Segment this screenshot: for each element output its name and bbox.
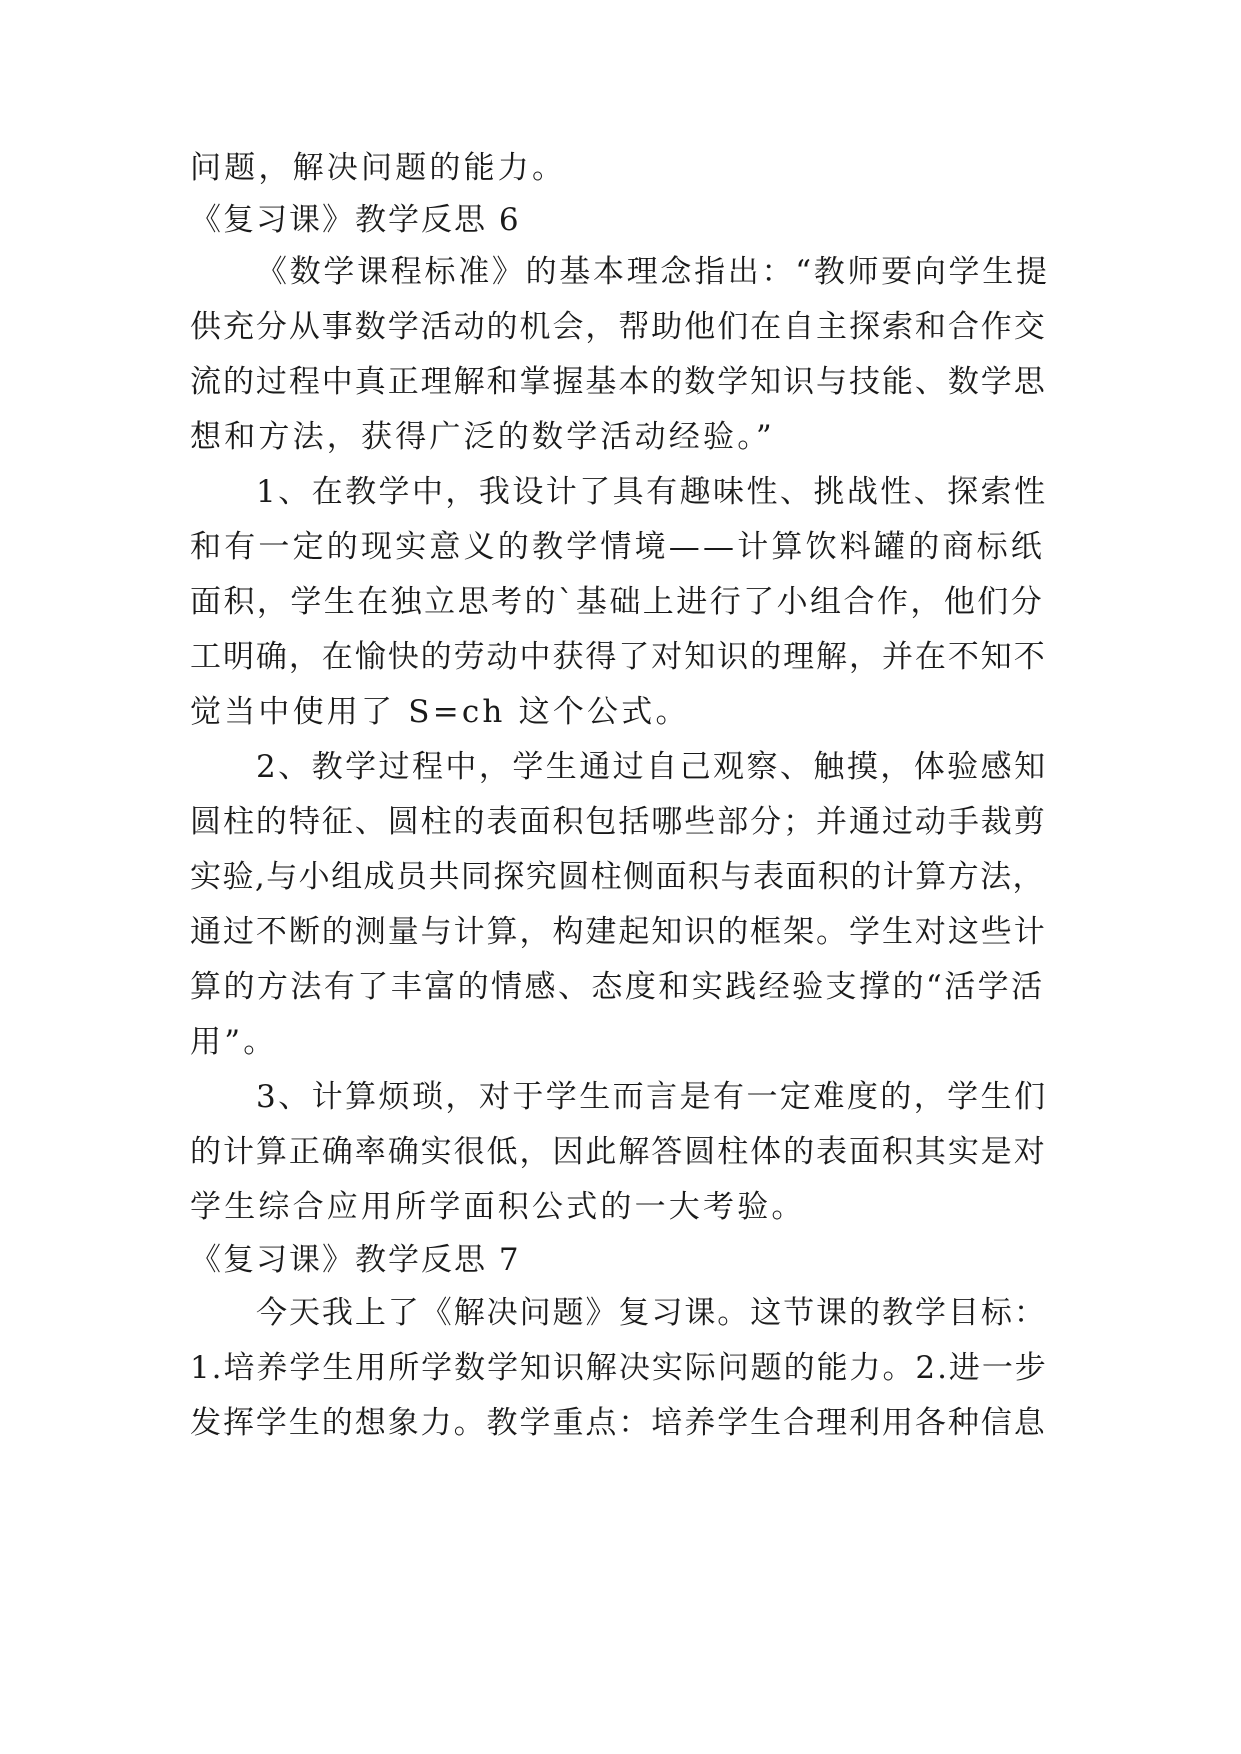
paragraph-line: 发挥学生的想象力。教学重点：培养学生合理利用各种信息: [190, 1405, 1047, 1441]
paragraph-line: 供充分从事数学活动的机会，帮助他们在自主探索和合作交: [190, 309, 1047, 345]
paragraph-line: 用”。: [190, 1024, 278, 1060]
paragraph-line: 圆柱的特征、圆柱的表面积包括哪些部分；并通过动手裁剪: [190, 804, 1047, 840]
paragraph-line: 的计算正确率确实很低，因此解答圆柱体的表面积其实是对: [190, 1134, 1047, 1170]
paragraph-line: 今天我上了《解决问题》复习课。这节课的教学目标：: [256, 1295, 1047, 1331]
paragraph-line: 《数学课程标准》的基本理念指出：“教师要向学生提: [256, 254, 1050, 290]
paragraph-line: 算的方法有了丰富的情感、态度和实践经验支撑的“活学活: [190, 969, 1045, 1005]
paragraph-line: 3、计算烦琐，对于学生而言是有一定难度的，学生们: [256, 1079, 1048, 1115]
section-heading: 《复习课》教学反思 7: [190, 1242, 521, 1278]
text-line: 问题，解决问题的能力。: [190, 150, 567, 186]
paragraph-line: 面积，学生在独立思考的`基础上进行了小组合作，他们分: [190, 584, 1045, 620]
paragraph-line: 工明确，在愉快的劳动中获得了对知识的理解，并在不知不: [190, 639, 1047, 675]
paragraph-line: 通过不断的测量与计算，构建起知识的框架。学生对这些计: [190, 914, 1047, 950]
section-heading: 《复习课》教学反思 6: [190, 202, 521, 238]
paragraph-line: 流的过程中真正理解和掌握基本的数学知识与技能、数学思: [190, 364, 1047, 400]
paragraph-line: 和有一定的现实意义的教学情境——计算饮料罐的商标纸: [190, 529, 1045, 565]
paragraph-line: 学生综合应用所学面积公式的一大考验。: [190, 1189, 806, 1225]
paragraph-line: 实验,与小组成员共同探究圆柱侧面积与表面积的计算方法，: [190, 859, 1046, 895]
paragraph-line: 觉当中使用了 S=ch 这个公式。: [190, 694, 690, 730]
paragraph-line: 1.培养学生用所学数学知识解决实际问题的能力。2.进一步: [190, 1350, 1048, 1386]
paragraph-line: 1、在教学中，我设计了具有趣味性、挑战性、探索性: [256, 474, 1048, 510]
paragraph-line: 想和方法，获得广泛的数学活动经验。”: [190, 419, 775, 455]
paragraph-line: 2、教学过程中，学生通过自己观察、触摸，体验感知: [256, 749, 1048, 785]
